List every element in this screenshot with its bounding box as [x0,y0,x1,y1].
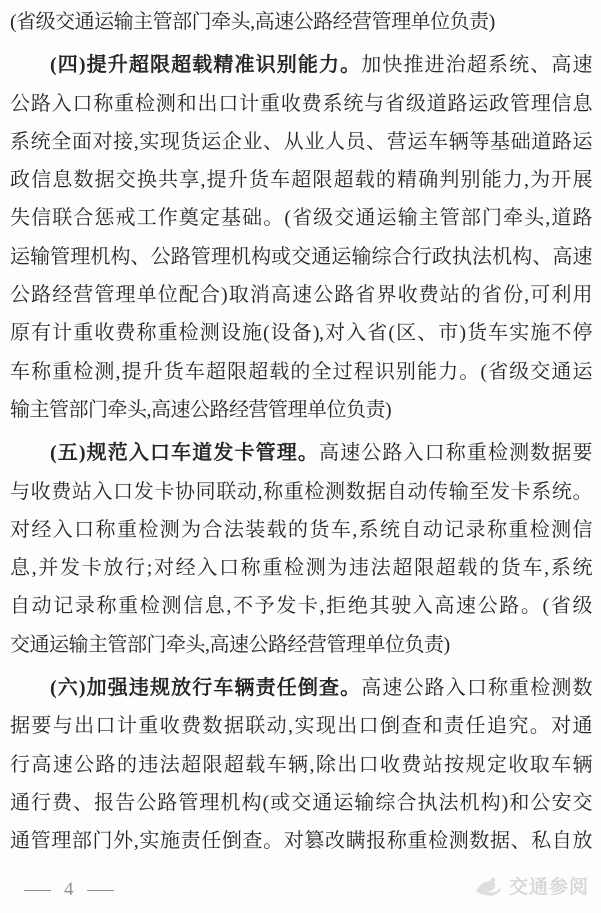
body-text: 输主管部门牵头,高速公路经营管理单位负责) [10,398,392,421]
body-text: 政信息数据交换共享,提升货车超限超载的精确判别能力,为开展 [10,169,592,192]
body-text: 原有计重收费称重检测设施(设备),对入省(区、市)货车实施不停 [10,322,592,345]
text-line [10,434,592,472]
body-text: 加快推进治超系统、高速 [361,54,593,77]
paragraph-lead-in: (四)提升超限超载精准识别能力。 [50,54,362,77]
text-line [10,238,592,276]
body-text: 高速公路入口称重检测数 [361,677,593,700]
page-number-dash-left: — [24,879,51,900]
paragraph-lead-in: (六)加强违规放行车辆责任倒查。 [50,677,362,700]
body-text: 据要与出口计重收费数据联动,实现出口倒查和责任追究。对通 [10,715,592,738]
text-line [10,85,592,123]
paragraph-tail-responsibility [10,3,592,41]
watermark [474,872,589,899]
text-line [10,707,592,745]
body-text: 系统全面对接,实现货运企业、从业人员、营运车辆等基础道路运 [10,130,592,153]
text-line [10,391,592,429]
text-line [10,161,592,199]
paragraph-item-4 [10,46,592,429]
text-line [10,669,592,707]
text-line [10,549,592,587]
paragraph-lead-in: (五)规范入口车道发卡管理。 [50,442,320,465]
body-text: (省级交通运输主管部门牵头,高速公路经营管理单位负责) [10,11,495,33]
text-line [10,784,592,822]
text-line [10,822,592,860]
text-line [10,199,592,237]
body-text: 公路经营管理单位配合)取消高速公路省界收费站的省份,可利用 [10,284,592,307]
document-body [10,3,592,861]
text-line [10,473,592,511]
body-text: 通行费、报告公路管理机构(或交通运输综合执法机构)和公安交 [10,791,592,814]
body-text: 息,并发卡放行;对经入口称重检测为违法超限超载的货车,系统 [10,557,592,580]
body-text: 行高速公路的违法超限超载车辆,除出口收费站按规定收取车辆 [10,753,592,776]
text-line [10,46,592,84]
page-footer [0,871,601,901]
page-number-dash-right: — [86,879,114,900]
text-line [10,314,592,352]
page-number-block [24,879,114,901]
body-text: 高速公路入口称重检测数据要 [319,442,592,465]
body-text: 运输管理机构、公路管理机构或交通运输综合行政执法机构、高速 [10,245,592,268]
body-text: 公路入口称重检测和出口计重收费系统与省级道路运政管理信息 [10,92,592,115]
body-text: 自动记录称重检测信息,不予发卡,拒绝其驶入高速公路。(省级 [10,595,592,618]
text-line [10,746,592,784]
body-text: 失信联合惩戒工作奠定基础。(省级交通运输主管部门牵头,道路 [10,207,592,230]
text-line [10,3,592,41]
traffic-reference-logo-icon [474,875,504,897]
body-text: 对经入口称重检测为合法装载的货车,系统自动记录称重检测信 [10,518,592,541]
watermark-label: 交通参阅 [508,877,589,898]
page-number: 4 [64,879,74,900]
text-line [10,587,592,625]
body-text: 通管理部门外,实施责任倒查。对篡改瞒报称重检测数据、私自放 [10,830,592,853]
text-line [10,353,592,391]
paragraph-item-5 [10,434,592,664]
body-text: 车称重检测,提升货车超限超载的全过程识别能力。(省级交通运 [10,360,592,383]
text-line [10,626,592,664]
text-line [10,511,592,549]
text-line [10,123,592,161]
body-text: 与收费站入口发卡协同联动,称重检测数据自动传输至发卡系统。 [10,480,592,503]
paragraph-item-6 [10,669,592,860]
text-line [10,276,592,314]
body-text: 交通运输主管部门牵头,高速公路经营管理单位负责) [10,633,450,656]
